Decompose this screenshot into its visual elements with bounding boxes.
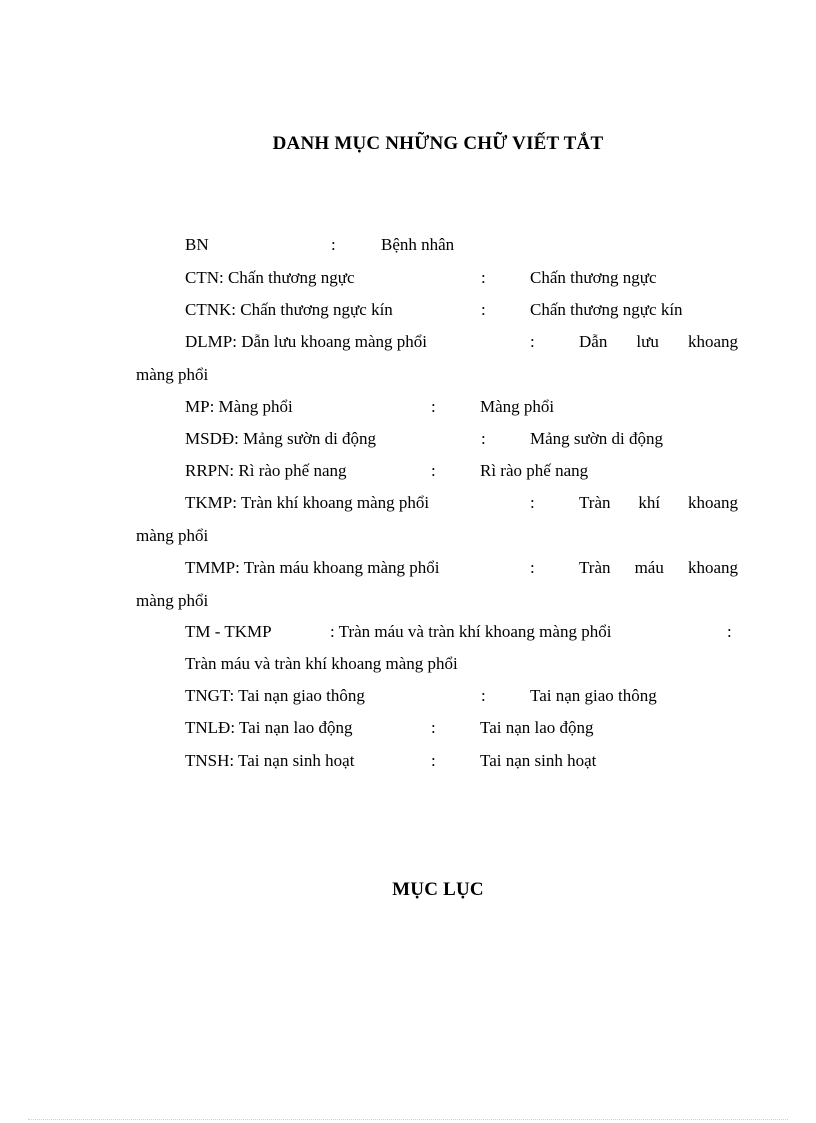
entry-separator: : xyxy=(431,718,436,737)
entry-abbr: BN xyxy=(185,235,209,254)
entry-continuation: màng phổi xyxy=(136,526,209,545)
entry-meaning: Mảng sườn di động xyxy=(530,429,663,448)
page-footer-divider xyxy=(28,1119,788,1120)
entry-abbr: TKMP: Tràn khí khoang màng phổi xyxy=(185,493,430,512)
entry-continuation: màng phổi xyxy=(136,365,209,384)
entry-separator: : xyxy=(530,493,535,512)
entry-abbr: CTNK: Chấn thương ngực kín xyxy=(185,300,393,319)
page-title: DANH MỤC NHỮNG CHỮ VIẾT TẮT xyxy=(272,133,604,154)
entry-separator: : xyxy=(727,622,732,641)
entry-meaning: Tai nạn lao động xyxy=(480,718,594,737)
entry-separator: : xyxy=(431,397,436,416)
entry-word: Tràn xyxy=(579,493,611,512)
entry-abbr: DLMP: Dẫn lưu khoang màng phổi xyxy=(185,332,428,351)
entry-word: Tràn xyxy=(579,558,611,577)
entry-meaning: Chấn thương ngực xyxy=(530,268,657,287)
entry-abbr: TNLĐ: Tai nạn lao động xyxy=(185,718,353,737)
entry-word: khoang xyxy=(687,558,738,577)
entry-meaning: Tai nạn sinh hoạt xyxy=(480,751,597,770)
entry-word: khí xyxy=(638,493,661,512)
entry-word: Dẫn xyxy=(579,332,608,351)
entry-meaning: Tai nạn giao thông xyxy=(530,686,657,705)
entry-abbr: MSDĐ: Mảng sườn di động xyxy=(185,429,377,448)
entry-continuation: Tràn máu và tràn khí khoang màng phổi xyxy=(185,654,458,673)
entry-abbr: TNGT: Tai nạn giao thông xyxy=(185,686,365,705)
entry-separator: : xyxy=(431,751,436,770)
entry-separator: : xyxy=(481,300,486,319)
entry-separator: : xyxy=(481,268,486,287)
entry-abbr: CTN: Chấn thương ngực xyxy=(185,268,355,287)
entry-separator: : xyxy=(530,558,535,577)
entry-word: khoang xyxy=(687,493,738,512)
entry-meaning: Màng phổi xyxy=(480,397,555,416)
entry-separator: : xyxy=(481,429,486,448)
entry-separator: : xyxy=(481,686,486,705)
entry-word: lưu xyxy=(636,332,659,351)
entry-abbr: RRPN: Rì rào phế nang xyxy=(185,461,347,480)
entry-separator: : xyxy=(331,235,336,254)
toc-title: MỤC LỤC xyxy=(392,879,484,900)
entry-separator: : xyxy=(431,461,436,480)
entry-abbr: TNSH: Tai nạn sinh hoạt xyxy=(185,751,355,770)
entry-abbr: MP: Màng phổi xyxy=(185,397,293,416)
entry-abbr: TM - TKMP xyxy=(185,622,272,641)
entry-word: khoang xyxy=(687,332,738,351)
entry-meaning: Bệnh nhân xyxy=(381,235,455,254)
entry-meaning xyxy=(579,492,738,514)
entry-meaning: Rì rào phế nang xyxy=(480,461,589,480)
entry-abbr: TMMP: Tràn máu khoang màng phổi xyxy=(185,558,440,577)
entry-word: máu xyxy=(634,558,664,577)
entry-continuation: màng phổi xyxy=(136,591,209,610)
entry-inline-meaning: : Tràn máu và tràn khí khoang màng phổi xyxy=(330,622,612,641)
entry-separator: : xyxy=(530,332,535,351)
entry-meaning xyxy=(579,557,738,579)
entry-meaning xyxy=(579,331,738,353)
entry-meaning: Chấn thương ngực kín xyxy=(530,300,683,319)
